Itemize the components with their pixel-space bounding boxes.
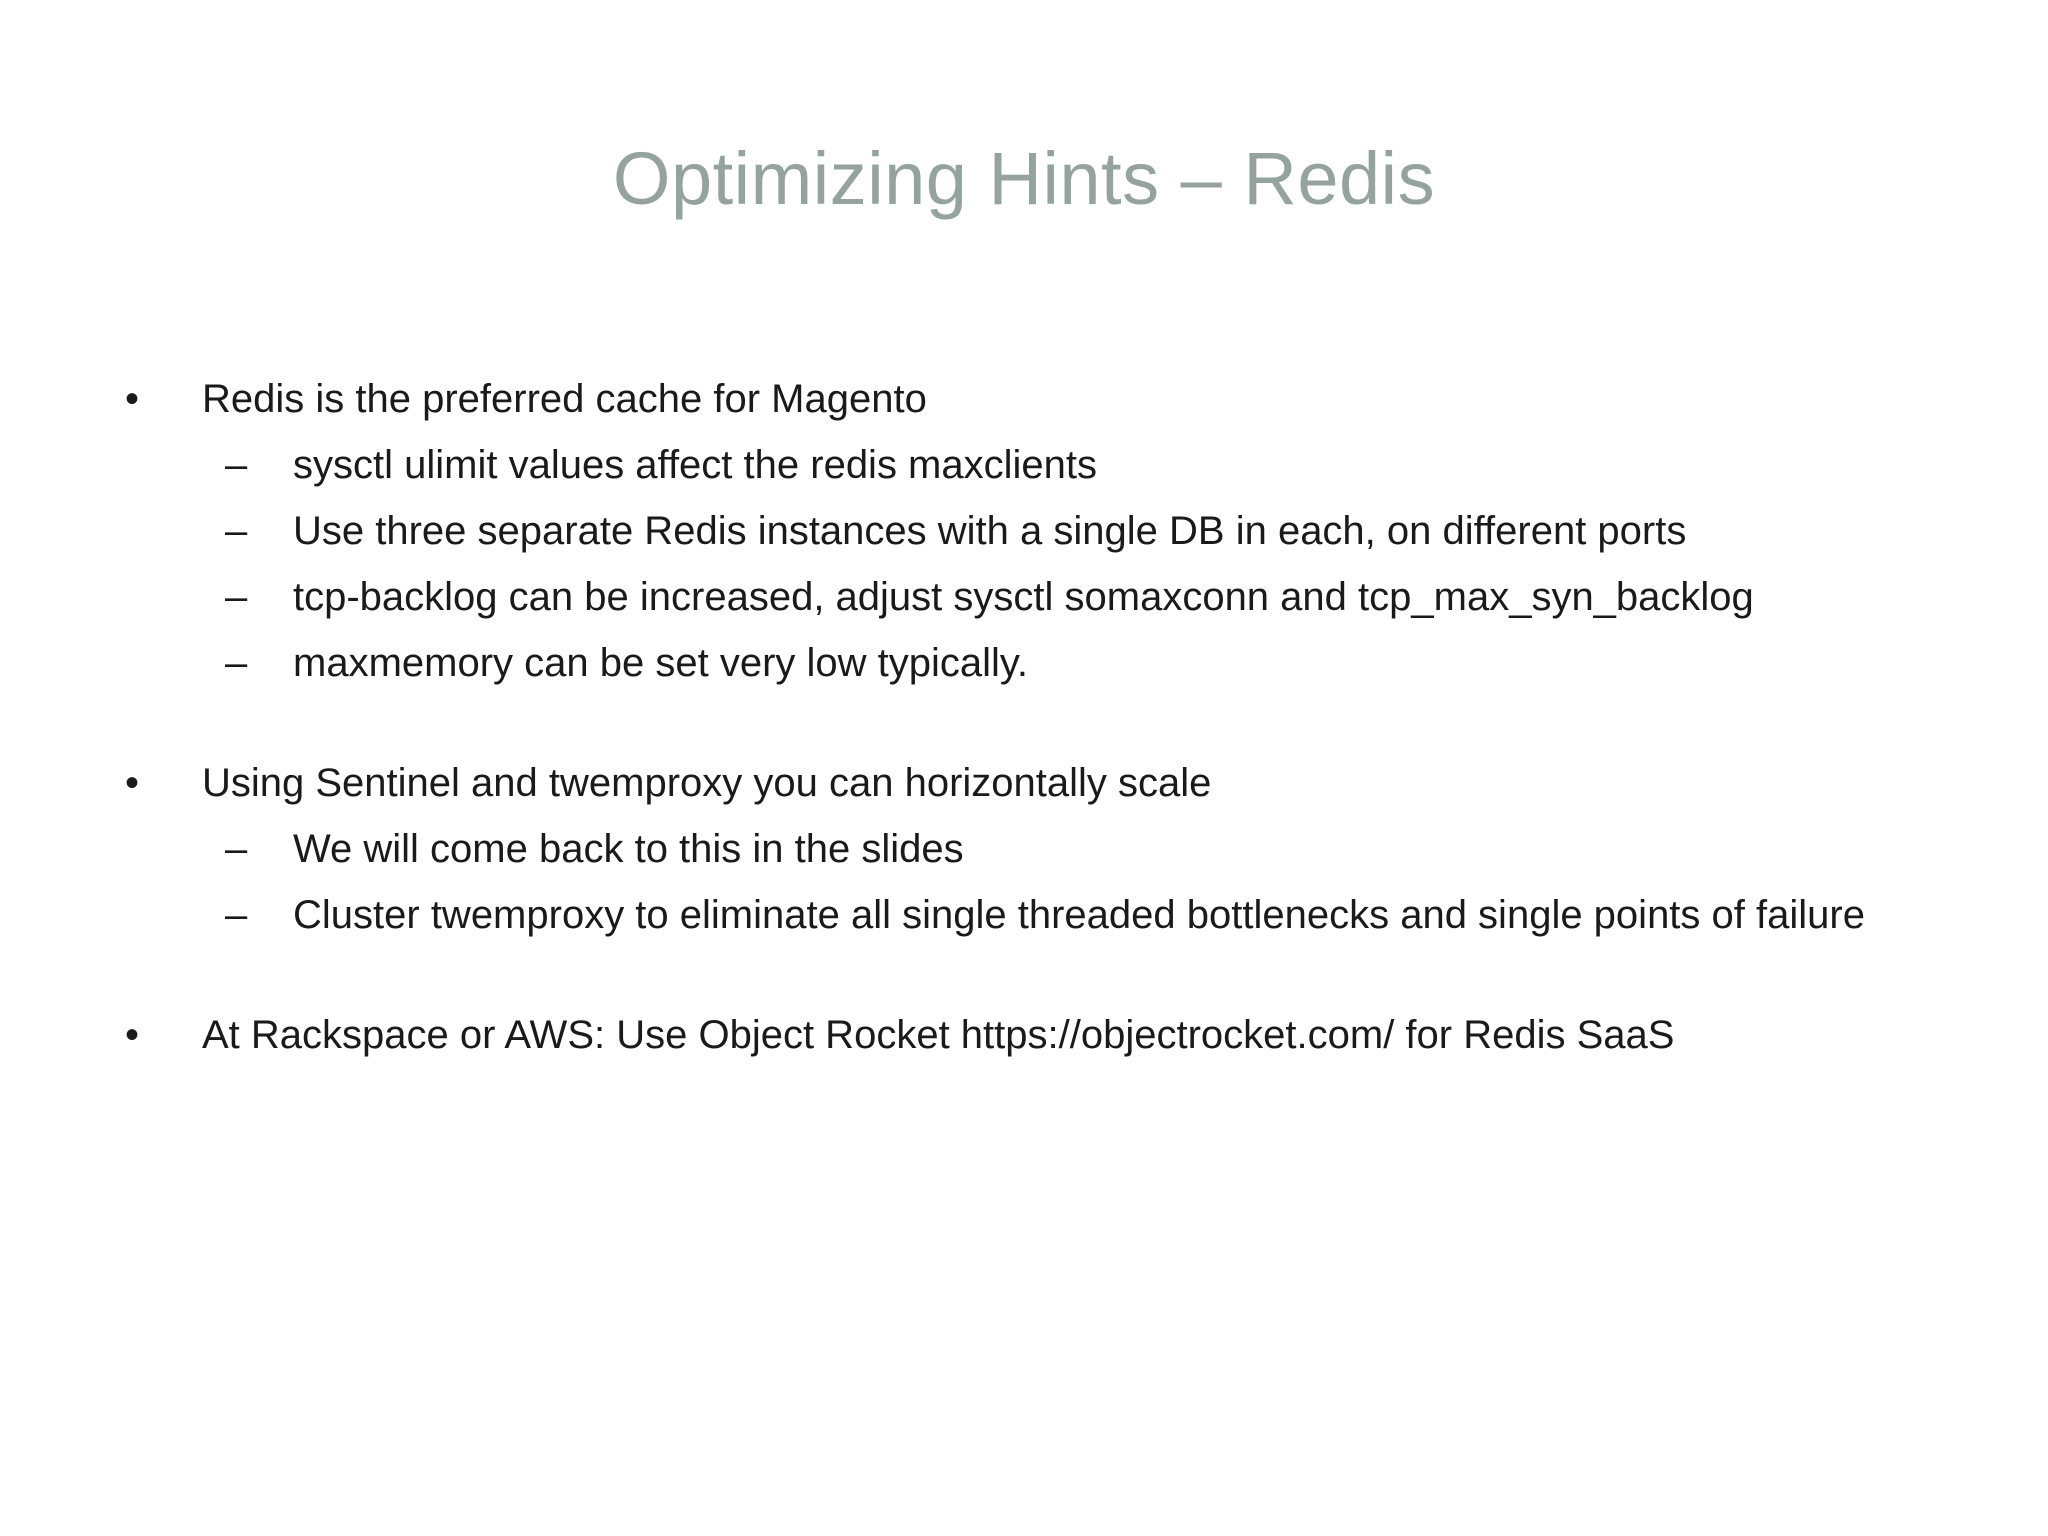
- bullet-item: [120, 372, 1920, 426]
- bullet-text: Using Sentinel and twemproxy you can horizontally scale: [202, 761, 1212, 805]
- sub-bullet-item: [120, 504, 1920, 558]
- dash-marker: –: [225, 641, 248, 685]
- bullet-group-2: [120, 756, 1920, 942]
- bullet-marker: •: [125, 1013, 140, 1057]
- slide-title: Optimizing Hints – Redis: [612, 137, 1436, 220]
- sub-bullet-text: tcp-backlog can be increased, adjust sysctl somaxconn and tcp_max_syn_backlog: [293, 575, 1754, 619]
- sub-bullet-item: [120, 438, 1920, 492]
- sub-bullet-item: [120, 822, 1920, 876]
- bullet-marker: •: [125, 377, 140, 421]
- slide-body: [120, 372, 1920, 1128]
- bullet-item: [120, 1008, 1920, 1062]
- sub-bullet-item: [120, 570, 1920, 624]
- bullet-text: At Rackspace or AWS: Use Object Rocket https://objectrocket.com/ for Redis SaaS: [202, 1013, 1675, 1057]
- bullet-group-3: [120, 1008, 1920, 1062]
- sub-bullet-text: Cluster twemproxy to eliminate all single threaded bottlenecks and single points of failure: [293, 893, 1865, 937]
- sub-bullet-text: We will come back to this in the slides: [293, 827, 964, 871]
- bullet-item: [120, 756, 1920, 810]
- sub-bullet-text: sysctl ulimit values affect the redis maxclients: [293, 443, 1098, 487]
- dash-marker: –: [225, 443, 248, 487]
- dash-marker: –: [225, 827, 248, 871]
- dash-marker: –: [225, 893, 248, 937]
- bullet-text: Redis is the preferred cache for Magento: [202, 377, 927, 421]
- sub-bullet-text: maxmemory can be set very low typically.: [293, 641, 1029, 685]
- bullet-marker: •: [125, 761, 140, 805]
- bullet-group-1: [120, 372, 1920, 690]
- sub-bullet-item: [120, 636, 1920, 690]
- dash-marker: –: [225, 575, 248, 619]
- sub-bullet-text: Use three separate Redis instances with a single DB in each, on different ports: [293, 509, 1687, 553]
- dash-marker: –: [225, 509, 248, 553]
- sub-bullet-item: [120, 888, 1920, 942]
